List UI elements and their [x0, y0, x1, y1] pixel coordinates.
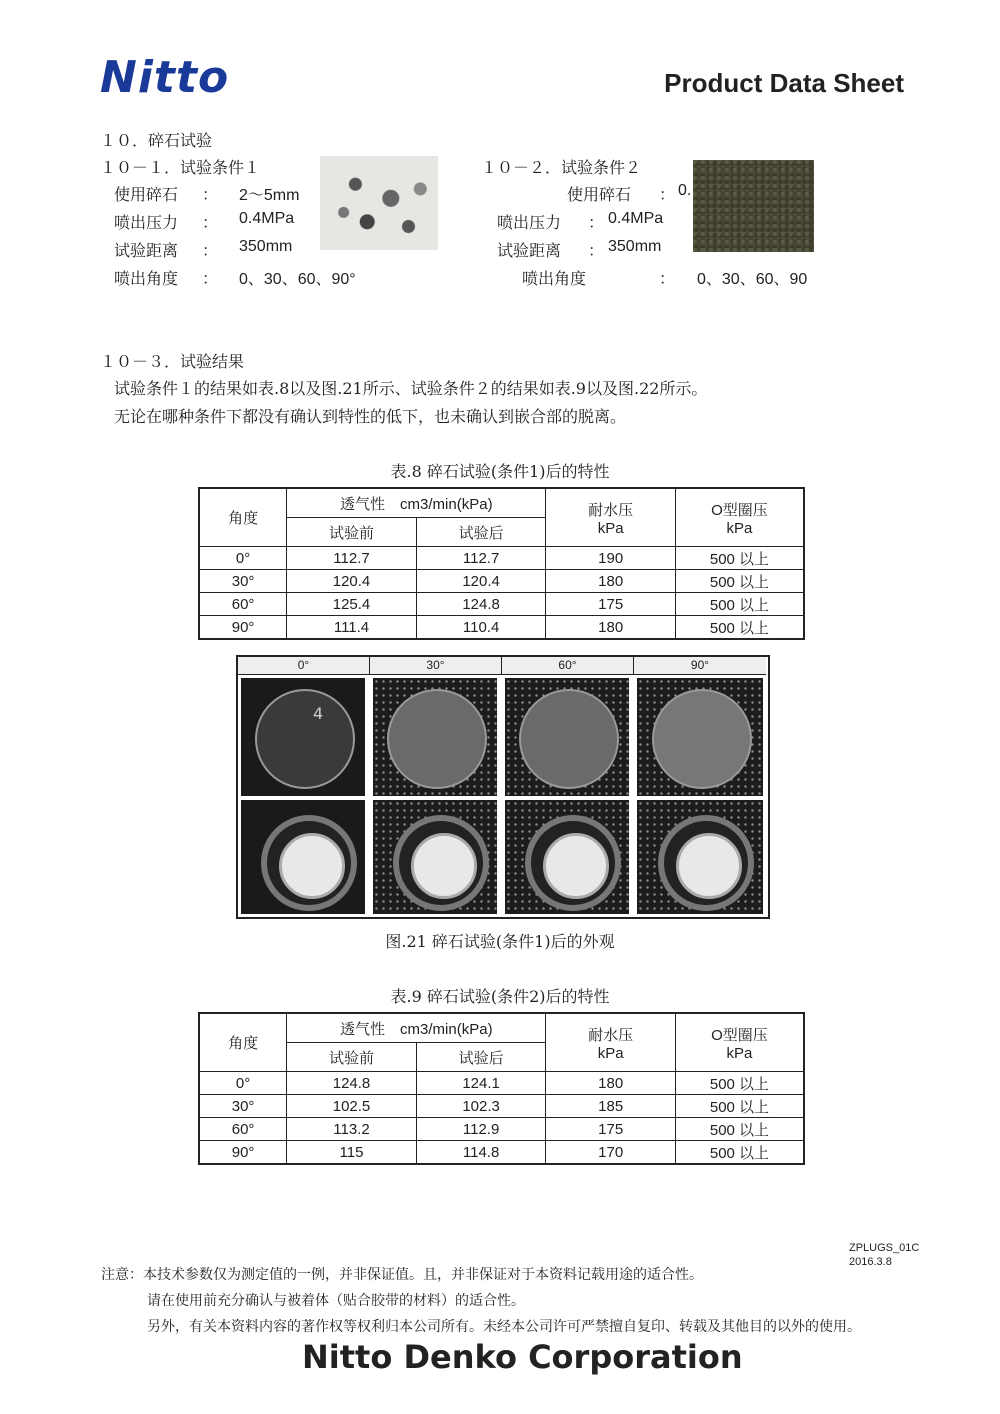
- cond2-value: 0.: [678, 182, 692, 199]
- photo-bottom-0: [240, 799, 366, 915]
- table-row: [199, 593, 804, 616]
- cond2-label: 试验距离: [497, 241, 562, 260]
- cell-oring: 500 以上: [675, 1072, 804, 1095]
- cond1-label: 喷出压力: [114, 213, 179, 232]
- table-row: [199, 1095, 804, 1118]
- plug-cap: [658, 815, 754, 911]
- result-line-1: 试验条件１的结果如表.8以及图.21所示、试验条件２的结果如表.9以及图.22所示。: [114, 379, 708, 398]
- th-after: 试验后: [416, 518, 546, 547]
- cell-water: 180: [546, 1072, 676, 1095]
- cell-angle: 30°: [199, 1095, 287, 1118]
- photo-top-30: [372, 677, 498, 797]
- th-water-pressure: [546, 1013, 676, 1072]
- membrane: [411, 833, 477, 899]
- notice-line-1: 注意：本技术参数仅为测定值的一例，并非保证值。且，并非保证对于本资料记载用途的适合性。: [101, 1267, 703, 1283]
- cond1-label: 喷出角度: [114, 269, 179, 288]
- table8-caption: 表.8 碎石试验(条件1)后的特性: [390, 462, 610, 481]
- th-before: 试验前: [287, 1043, 417, 1072]
- fig-header: 90°: [634, 657, 766, 675]
- cond1-value: 2～5mm: [239, 187, 300, 204]
- figure21-photos: [236, 655, 770, 919]
- cond2-value: 350mm: [608, 238, 662, 255]
- cell-after: 110.4: [416, 616, 546, 640]
- table-row: [199, 1072, 804, 1095]
- table-row: [199, 570, 804, 593]
- table-row: [199, 1118, 804, 1141]
- cond1-row: [114, 182, 324, 210]
- gravel-photo-2: [693, 160, 814, 252]
- cond2-value: 0、30、60、90: [697, 271, 808, 288]
- photo-top-0: [240, 677, 366, 797]
- th-oring-pressure: [675, 488, 804, 547]
- cell-before: 124.8: [287, 1072, 417, 1095]
- cond2-value: 0.4MPa: [608, 210, 664, 227]
- cell-angle: 90°: [199, 1141, 287, 1165]
- cell-after: 102.3: [416, 1095, 546, 1118]
- cond1-heading: １０－１．试验条件１: [100, 158, 261, 177]
- cell-water: 175: [546, 593, 676, 616]
- cell-oring: 500 以上: [675, 1118, 804, 1141]
- th-permeability: [287, 1013, 546, 1043]
- cell-water: 180: [546, 616, 676, 640]
- cond1-value: 350mm: [239, 238, 293, 255]
- cond2-label: 使用碎石: [567, 185, 632, 204]
- section-heading: １０．碎石试验: [100, 131, 213, 150]
- cond2-sep: ：: [659, 269, 676, 288]
- result-heading: １０－３．试验结果: [100, 352, 245, 371]
- table-row: [199, 616, 804, 640]
- cell-angle: 0°: [199, 547, 287, 570]
- photo-top-60: [504, 677, 630, 797]
- membrane: [676, 833, 742, 899]
- cell-water: 175: [546, 1118, 676, 1141]
- cond2-sep: ：: [659, 185, 676, 204]
- cell-after: 120.4: [416, 570, 546, 593]
- cell-before: 112.7: [287, 547, 417, 570]
- th-water-label: 耐水压: [588, 1025, 634, 1044]
- cell-angle: 30°: [199, 570, 287, 593]
- cell-oring: 500 以上: [675, 1095, 804, 1118]
- cell-water: 170: [546, 1141, 676, 1165]
- fig-header: 30°: [370, 657, 502, 675]
- cell-after: 112.7: [416, 547, 546, 570]
- cell-oring: 500 以上: [675, 616, 804, 640]
- cond2-label: 喷出角度: [522, 269, 587, 288]
- cell-angle: 60°: [199, 593, 287, 616]
- table8: [198, 487, 805, 640]
- fig-header: 0°: [238, 657, 370, 675]
- cond1-sep: ：: [202, 185, 219, 204]
- th-oring-unit: kPa: [726, 519, 753, 537]
- photo-top-90: [636, 677, 764, 797]
- th-oring-pressure: [675, 1013, 804, 1072]
- th-water-label: 耐水压: [588, 500, 634, 519]
- th-permeability-label: 透气性 cm3/min(kPa): [340, 1020, 493, 1038]
- fig-header: 60°: [502, 657, 634, 675]
- cond1-row: [114, 210, 324, 238]
- table-row: [199, 547, 804, 570]
- plug-cap: [393, 815, 489, 911]
- cond2-sep: ：: [588, 241, 605, 260]
- th-permeability: [287, 488, 546, 518]
- cell-before: 113.2: [287, 1118, 417, 1141]
- cell-angle: 90°: [199, 616, 287, 640]
- cell-before: 125.4: [287, 593, 417, 616]
- cond1-value: 0.4MPa: [239, 210, 295, 227]
- th-permeability-label: 透气性 cm3/min(kPa): [340, 495, 493, 513]
- th-water-unit: kPa: [597, 1044, 624, 1062]
- cond1-label: 试验距离: [114, 241, 179, 260]
- plug-disc: [387, 689, 487, 789]
- cell-before: 120.4: [287, 570, 417, 593]
- notice-line-3: 另外，有关本资料内容的著作权等权利归本公司所有。未经本公司许可严禁擅自复印、转载及其他目的以外的使用。: [147, 1319, 861, 1335]
- cond1-row: [114, 238, 324, 266]
- cond1-sep: ：: [202, 213, 219, 232]
- doc-code: ZPLUGS_01C: [849, 1242, 920, 1254]
- cell-after: 124.8: [416, 593, 546, 616]
- cell-after: 112.9: [416, 1118, 546, 1141]
- th-angle: 角度: [199, 488, 287, 547]
- cond2-heading: １０－２．试验条件２: [481, 158, 642, 177]
- table9: [198, 1012, 805, 1165]
- gravel-photo-1: [320, 156, 438, 250]
- cond1-row: [114, 266, 356, 294]
- cond1-sep: ：: [202, 241, 219, 260]
- cell-water: 180: [546, 570, 676, 593]
- table9-caption: 表.9 碎石试验(条件2)后的特性: [390, 987, 610, 1006]
- cond2-label: 喷出压力: [497, 213, 562, 232]
- cell-oring: 500 以上: [675, 547, 804, 570]
- cell-oring: 500 以上: [675, 1141, 804, 1165]
- disc-mark: 4: [313, 704, 324, 723]
- page-title: Product Data Sheet: [664, 68, 904, 98]
- cond1-value: 0、30、60、90°: [239, 271, 356, 288]
- doc-date: 2016.3.8: [849, 1256, 892, 1268]
- plug-cap: [525, 815, 621, 911]
- plug-disc: [652, 689, 752, 789]
- cell-before: 115: [287, 1141, 417, 1165]
- th-angle: 角度: [199, 1013, 287, 1072]
- cond2-sep: ：: [588, 213, 605, 232]
- cell-water: 190: [546, 547, 676, 570]
- plug-disc: [519, 689, 619, 789]
- photo-bottom-60: [504, 799, 630, 915]
- cell-after: 114.8: [416, 1141, 546, 1165]
- nitto-logo: Nitto: [100, 52, 230, 103]
- plug-cap: [261, 815, 357, 911]
- cell-after: 124.1: [416, 1072, 546, 1095]
- th-water-pressure: [546, 488, 676, 547]
- th-oring-label: O型圈压: [711, 1026, 768, 1044]
- plug-disc: [255, 689, 355, 789]
- membrane: [543, 833, 609, 899]
- result-line-2: 无论在哪种条件下都没有确认到特性的低下，也未确认到嵌合部的脱离。: [114, 407, 627, 426]
- th-before: 试验前: [287, 518, 417, 547]
- photo-bottom-90: [636, 799, 764, 915]
- figure21-caption: 图.21 碎石试验(条件1)后的外观: [385, 932, 615, 951]
- table-row: [199, 1141, 804, 1165]
- cell-oring: 500 以上: [675, 593, 804, 616]
- cell-angle: 60°: [199, 1118, 287, 1141]
- notice-line-2: 请在使用前充分确认与被着体（贴合胶带的材料）的适合性。: [147, 1293, 525, 1309]
- cond1-list: [114, 182, 356, 294]
- company-name: Nitto Denko Corporation: [302, 1338, 743, 1376]
- th-after: 试验后: [416, 1043, 546, 1072]
- th-water-unit: kPa: [597, 519, 624, 537]
- photo-bottom-30: [372, 799, 498, 915]
- membrane: [279, 833, 345, 899]
- cond1-sep: ：: [202, 269, 219, 288]
- th-oring-label: O型圈压: [711, 501, 768, 519]
- cell-oring: 500 以上: [675, 570, 804, 593]
- th-oring-unit: kPa: [726, 1044, 753, 1062]
- cell-angle: 0°: [199, 1072, 287, 1095]
- cell-water: 185: [546, 1095, 676, 1118]
- cell-before: 102.5: [287, 1095, 417, 1118]
- cell-before: 111.4: [287, 616, 417, 640]
- cond1-label: 使用碎石: [114, 185, 179, 204]
